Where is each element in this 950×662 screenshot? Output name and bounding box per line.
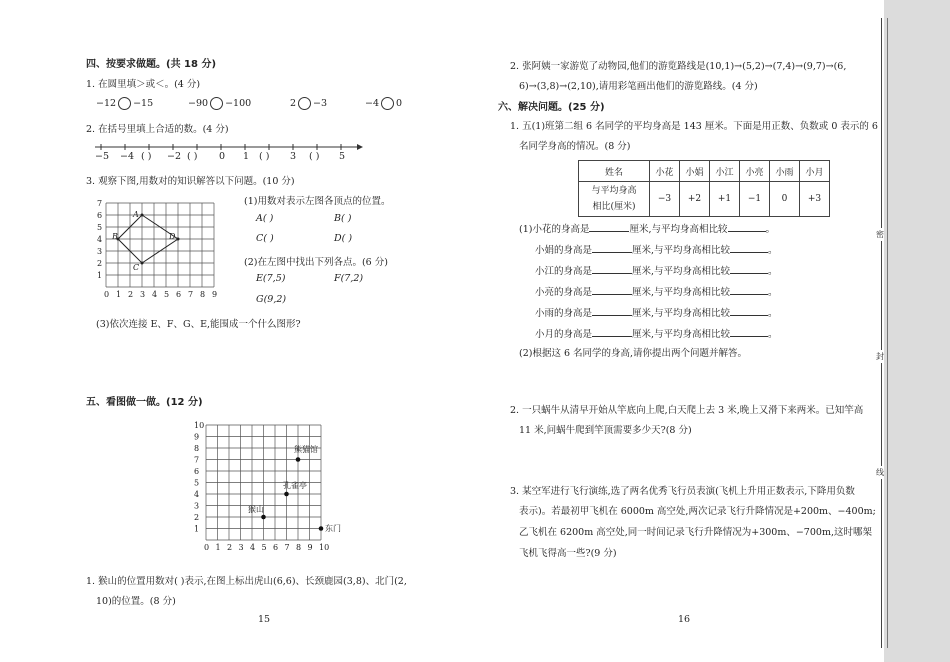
number-line-label: −2 xyxy=(167,151,182,162)
vertex-label-a: A xyxy=(133,210,139,219)
point-dongmen xyxy=(319,526,324,531)
y-tick-label: 4 xyxy=(97,235,103,244)
compare-item-2: −90 −100 xyxy=(188,98,252,109)
vertex-label-b: B xyxy=(112,232,118,241)
number-line-blank[interactable]: ( ) xyxy=(259,151,270,162)
x-tick-label: 5 xyxy=(261,543,267,552)
x-tick-label: 8 xyxy=(296,543,302,552)
x-tick-label: 10 xyxy=(319,543,330,552)
table-header: 小江 xyxy=(710,161,740,182)
place-label-xiongmao: 熊猫馆 xyxy=(294,445,318,454)
point-houshan xyxy=(261,515,266,520)
table-header: 小雨 xyxy=(770,161,800,182)
y-tick-label: 1 xyxy=(97,271,103,280)
answer-blank[interactable] xyxy=(730,285,768,295)
compare-circle[interactable] xyxy=(298,97,311,110)
q5-2-line1: 2. 张阿姨一家游览了动物园,他们的游览路线是(10,1)→(5,2)→(7,4)→(9,7)→(6, xyxy=(510,61,847,72)
x-tick-label: 6 xyxy=(273,543,279,552)
q5-1-line1: 1. 猴山的位置用数对( )表示,在图上标出虎山(6,6)、长颈鹿园(3,8)、北门(2, xyxy=(86,576,407,587)
point-e: E(7,5) xyxy=(256,273,286,284)
answer-blank[interactable] xyxy=(592,264,632,274)
binding-label-mi: 密 xyxy=(876,230,884,239)
section-4-title: 四、按要求做题。(共 18 分) xyxy=(86,59,217,70)
compare-circle[interactable] xyxy=(210,97,223,110)
x-tick-label: 2 xyxy=(128,290,134,299)
point-xiongmao xyxy=(296,457,301,462)
y-tick-label: 6 xyxy=(97,211,103,220)
answer-blank[interactable] xyxy=(592,285,632,295)
y-tick-label: 9 xyxy=(194,432,200,442)
number-line-label: 1 xyxy=(243,151,250,162)
height-table xyxy=(578,160,830,217)
fill-line-1: (1)小花的身高是 厘米,与平均身高相比较 。 xyxy=(519,224,776,235)
table-row xyxy=(579,182,830,217)
section-5-title: 五、看图做一做。(12 分) xyxy=(86,397,203,408)
fill-line-6: 小月的身高是 厘米,与平均身高相比较 。 xyxy=(535,329,778,340)
answer-blank[interactable] xyxy=(730,243,768,253)
answer-blank[interactable] xyxy=(730,264,768,274)
q6-3-line3: 乙飞机在 6200m 高空处,同一时间记录飞行升降情况为+300m、−700m,这时哪架 xyxy=(519,527,872,538)
compare-item-1: −12 −15 xyxy=(96,98,154,109)
answer-blank[interactable] xyxy=(728,222,766,232)
y-tick-label: 2 xyxy=(194,513,200,522)
answer-blank[interactable] xyxy=(730,327,768,337)
table-cell: +2 xyxy=(680,182,710,217)
table-header: 小亮 xyxy=(740,161,770,182)
table-cell: −1 xyxy=(740,182,770,217)
number-line-label: 3 xyxy=(290,151,297,162)
q6-1-2-prompt: (2)根据这 6 名同学的身高,请你提出两个问题并解答。 xyxy=(519,348,748,359)
x-tick-label: 7 xyxy=(284,543,290,552)
binding-label-xian: 线 xyxy=(876,468,884,477)
answer-a[interactable]: A( ) xyxy=(256,213,274,224)
q6-2-line2: 11 米,问蜗牛爬到竿顶需要多少天?(8 分) xyxy=(519,425,692,436)
x-tick-label: 0 xyxy=(204,543,210,552)
table-row-label-line2: 相比(厘米) xyxy=(592,202,636,212)
x-tick-label: 4 xyxy=(152,290,158,299)
point-kongque xyxy=(284,492,289,497)
binding-line-inner xyxy=(887,18,888,648)
answer-blank[interactable] xyxy=(592,306,632,316)
x-tick-label: 9 xyxy=(212,290,218,299)
fill-line-4: 小亮的身高是 厘米,与平均身高相比较 。 xyxy=(535,287,778,298)
y-tick-label: 7 xyxy=(97,199,103,208)
binding-margin xyxy=(884,0,950,662)
table-cell: +3 xyxy=(800,182,830,217)
answer-blank[interactable] xyxy=(592,243,632,253)
table-header: 姓名 xyxy=(579,161,650,182)
binding-label-feng: 封 xyxy=(876,352,884,361)
answer-blank[interactable] xyxy=(589,222,629,232)
q6-1-line2: 名同学身高的情况。(8 分) xyxy=(519,141,631,152)
q4-3-1-prompt: (1)用数对表示左图各顶点的位置。 xyxy=(244,196,391,207)
answer-d[interactable]: D( ) xyxy=(334,233,353,244)
x-tick-label: 2 xyxy=(227,543,233,552)
coordinate-grid-2 xyxy=(182,415,342,565)
q6-1-line1: 1. 五(1)班第二组 6 名同学的平均身高是 143 厘米。下面是用正数、负数或 0 表示的 6 xyxy=(510,121,878,132)
y-tick-label: 10 xyxy=(194,421,205,430)
number-line-label: −4 xyxy=(120,151,135,162)
x-tick-label: 0 xyxy=(104,290,110,299)
vertex-point xyxy=(141,214,144,217)
x-tick-label: 7 xyxy=(188,290,194,299)
q6-3-line1: 3. 某空军进行飞行演练,选了两名优秀飞行员表演(飞机上升用正数表示,下降用负数 xyxy=(510,486,855,497)
answer-c[interactable]: C( ) xyxy=(256,233,274,244)
q6-2-line1: 2. 一只蜗牛从清早开始从竿底向上爬,白天爬上去 3 米,晚上又滑下来两米。已知竿高 xyxy=(510,405,864,416)
compare-circle[interactable] xyxy=(118,97,131,110)
x-tick-label: 9 xyxy=(307,543,313,552)
place-label-dongmen: 东门 xyxy=(325,524,341,533)
fill-line-3: 小江的身高是 厘米,与平均身高相比较 。 xyxy=(535,266,778,277)
compare-item-4: −4 0 xyxy=(365,98,403,109)
x-tick-label: 3 xyxy=(238,543,244,552)
number-line-labels xyxy=(95,151,365,163)
y-tick-label: 5 xyxy=(97,223,103,232)
table-cell: +1 xyxy=(710,182,740,217)
table-cell: −3 xyxy=(650,182,680,217)
number-line-blank[interactable]: ( ) xyxy=(187,151,198,162)
table-header: 小娟 xyxy=(680,161,710,182)
table-row-label-line1: 与平均身高 xyxy=(591,186,637,196)
page-number-left: 15 xyxy=(258,614,271,625)
y-tick-label: 8 xyxy=(194,444,200,453)
table-row-label xyxy=(579,182,650,217)
q6-3-line2: 表示)。若最初甲飞机在 6000m 高空处,两次记录飞行升降情况是+200m、−400m; xyxy=(519,506,876,517)
q4-1-prompt: 1. 在圆里填＞或＜。(4 分) xyxy=(86,79,201,90)
place-label-houshan: 猴山 xyxy=(248,505,264,514)
number-line-blank[interactable]: ( ) xyxy=(309,151,320,162)
x-tick-label: 3 xyxy=(140,290,146,299)
y-tick-label: 3 xyxy=(97,247,103,256)
x-tick-label: 5 xyxy=(164,290,170,299)
q4-2-prompt: 2. 在括号里填上合适的数。(4 分) xyxy=(86,124,229,135)
y-tick-label: 2 xyxy=(97,259,103,268)
q4-3-2-prompt: (2)在左图中找出下列各点。(6 分) xyxy=(244,257,388,268)
number-line-blank[interactable]: ( ) xyxy=(141,151,152,162)
vertex-label-c: C xyxy=(133,263,140,272)
x-tick-label: 6 xyxy=(176,290,182,299)
answer-b[interactable]: B( ) xyxy=(334,213,352,224)
compare-circle[interactable] xyxy=(381,97,394,110)
compare-item-3: 2 −3 xyxy=(290,98,328,109)
vertex-point xyxy=(177,238,180,241)
number-line-label: −5 xyxy=(95,151,110,162)
q4-3-3-prompt: (3)依次连接 E、F、G、E,能围成一个什么图形? xyxy=(96,319,301,330)
q5-1-line2: 10)的位置。(8 分) xyxy=(96,596,176,607)
q4-3-prompt: 3. 观察下图,用数对的知识解答以下问题。(10 分) xyxy=(86,176,295,187)
answer-blank[interactable] xyxy=(592,327,632,337)
table-cell: 0 xyxy=(770,182,800,217)
x-tick-label: 4 xyxy=(250,543,256,552)
table-row xyxy=(579,161,830,182)
y-tick-label: 1 xyxy=(194,524,200,534)
number-line-label: 5 xyxy=(339,151,346,162)
binding-line xyxy=(881,18,882,648)
y-tick-label: 5 xyxy=(194,478,200,488)
y-tick-label: 4 xyxy=(194,490,200,499)
x-tick-label: 8 xyxy=(200,290,206,299)
table-header: 小月 xyxy=(800,161,830,182)
vertex-point xyxy=(141,262,144,265)
point-f: F(7,2) xyxy=(334,273,364,284)
fill-line-2: 小娟的身高是 厘米,与平均身高相比较 。 xyxy=(535,245,778,256)
q6-3-line4: 飞机飞得高一些?(9 分) xyxy=(519,548,617,559)
fill-line-5: 小雨的身高是 厘米,与平均身高相比较 。 xyxy=(535,308,778,319)
answer-blank[interactable] xyxy=(730,306,768,316)
coordinate-grid-1 xyxy=(92,196,222,306)
x-tick-label: 1 xyxy=(215,543,221,552)
y-tick-label: 7 xyxy=(194,455,200,465)
vertex-label-d: D xyxy=(169,232,176,241)
y-tick-label: 6 xyxy=(194,467,200,476)
x-tick-label: 1 xyxy=(116,290,122,299)
place-label-kongque: 孔雀亭 xyxy=(283,481,307,490)
page-number-right: 16 xyxy=(678,614,691,625)
table-header: 小花 xyxy=(650,161,680,182)
number-line-label: 0 xyxy=(219,151,226,162)
y-tick-label: 3 xyxy=(194,501,200,511)
section-6-title: 六、解决问题。(25 分) xyxy=(498,102,605,113)
q5-2-line2: 6)→(3,8)→(2,10),请用彩笔画出他们的游览路线。(4 分) xyxy=(519,81,758,92)
point-g: G(9,2) xyxy=(256,294,287,305)
